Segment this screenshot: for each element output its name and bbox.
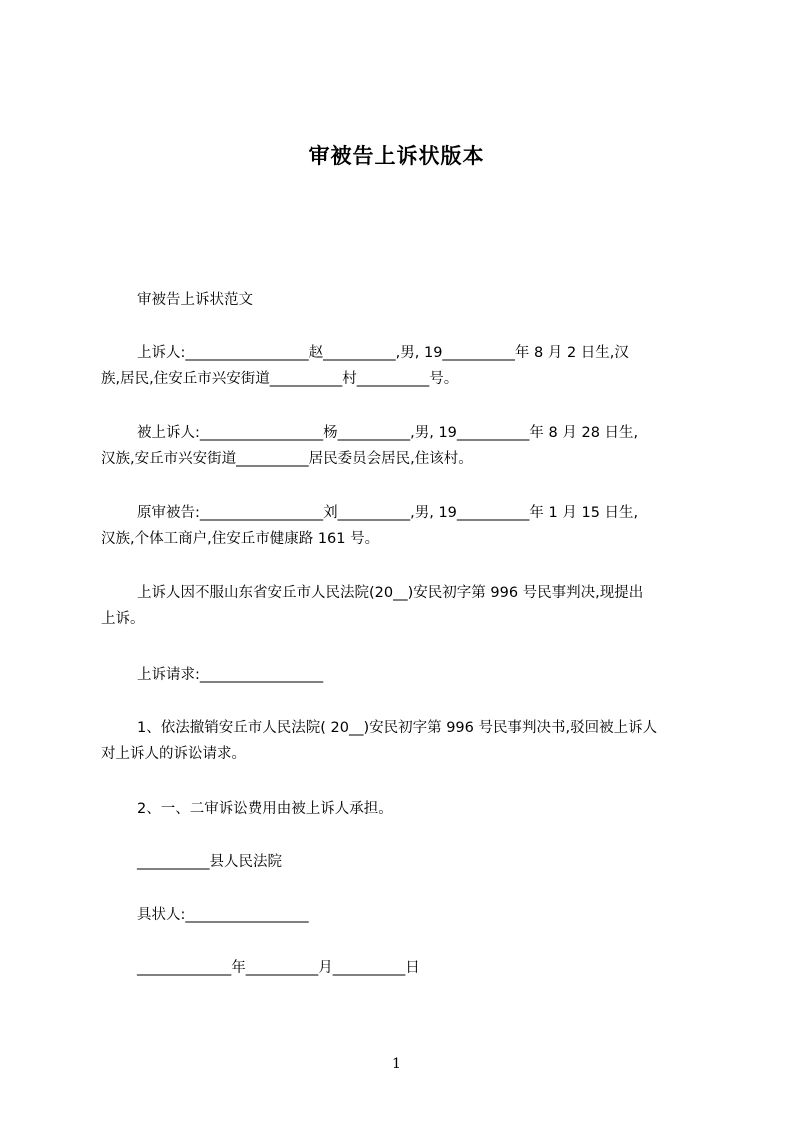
request-item-1 [101,715,715,767]
request-item-2: 2、一、二审诉讼费用由被上诉人承担。 [137,801,393,817]
request-item-1-line-1: 1、依法撤销安丘市人民法院( 20__)安民初字第 996 号民事判决书,驳回被上诉人 [137,720,658,736]
reason-paragraph [101,580,715,632]
appellant-paragraph [101,340,715,392]
date-line: _____________年__________月__________日 [137,960,420,976]
defendant-line-2: 汉族,个体工商户,住安丘市健康路 161 号。 [101,531,380,547]
request-label: 上诉请求:_________________ [137,667,324,683]
document-subtitle: 审被告上诉状范文 [137,292,253,308]
reason-line-1: 上诉人因不服山东省安丘市人民法院(20__)安民初字第 996 号民事判决,现提出 [137,585,644,601]
appellee-line-2: 汉族,安丘市兴安街道__________居民委员会居民,住该村。 [101,451,473,467]
page-number: 1 [392,1056,401,1072]
appellant-line-1: 上诉人:_________________赵__________,男, 19__________年 8 月 2 日生,汉 [137,345,629,361]
appellee-paragraph [101,420,715,472]
defendant-paragraph [101,500,715,552]
defendant-line-1: 原审被告:_________________刘__________,男, 19__________年 1 月 15 日生, [137,505,639,521]
appellee-line-1: 被上诉人:_________________杨__________,男, 19__________年 8 月 28 日生, [137,425,639,441]
reason-line-2: 上诉。 [101,611,145,627]
request-item-1-line-2: 对上诉人的诉讼请求。 [101,746,246,762]
signer-line: 具状人:_________________ [137,907,309,923]
document-title: 审被告上诉状版本 [308,144,485,168]
court-name: __________县人民法院 [137,854,282,870]
appellant-line-2: 族,居民,住安丘市兴安街道__________村__________号。 [101,371,459,387]
